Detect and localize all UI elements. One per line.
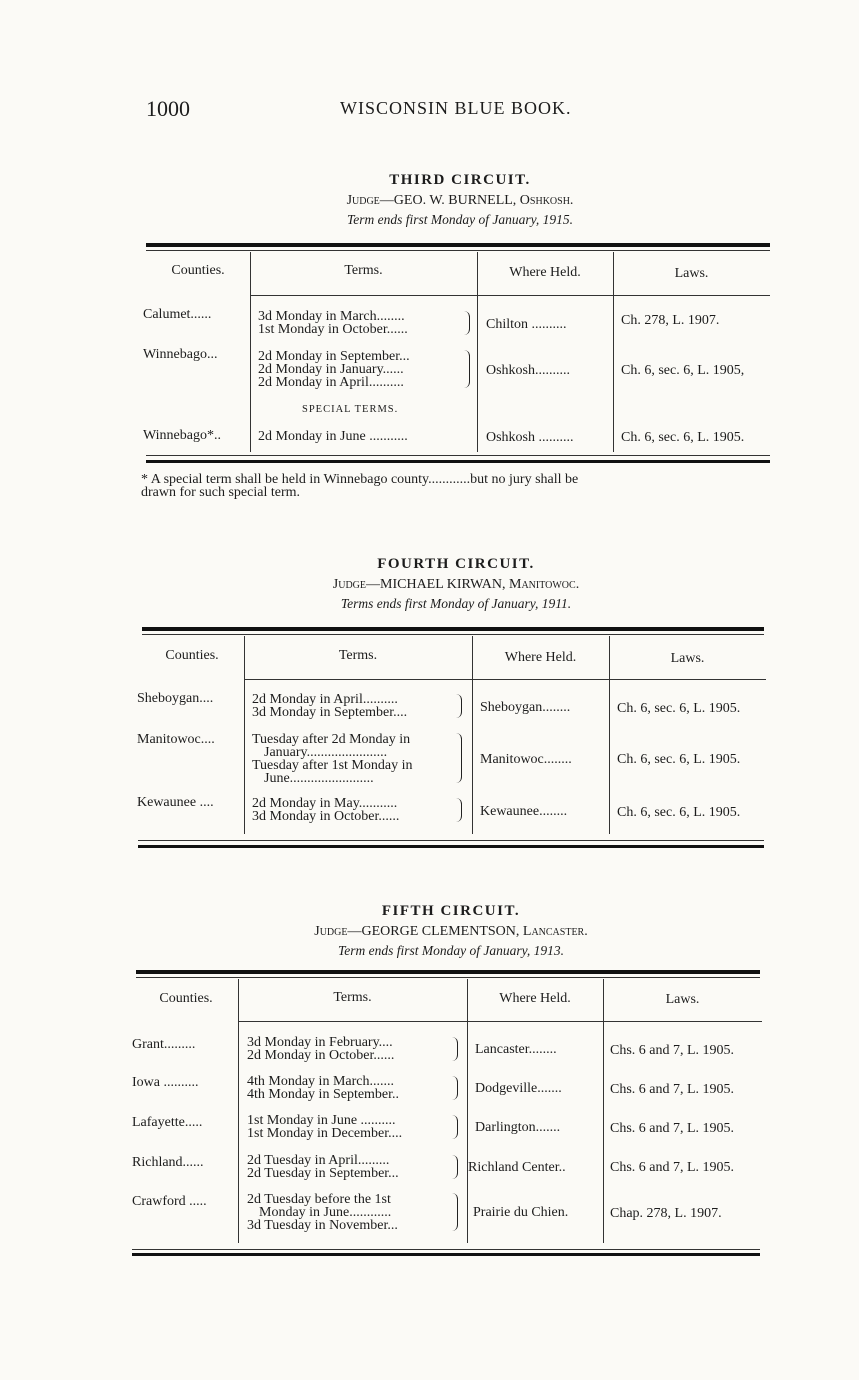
fifth-term-note: Term ends first Monday of January, 1913. — [338, 943, 564, 958]
where-cell: Oshkosh.......... — [486, 363, 571, 378]
fifth-judge-line — [141, 924, 761, 940]
where-cell: Richland Center.. — [468, 1160, 566, 1175]
terms-cell: 4th Monday in March....... 4th Monday in September.. — [247, 1074, 400, 1102]
laws-cell: Ch. 6, sec. 6, L. 1905, — [621, 363, 745, 378]
county-cell: Grant......... — [132, 1037, 196, 1052]
judge-place: Manitowoc. — [509, 577, 580, 592]
terms-cell: 3d Monday in February.... 2d Monday in October...... — [247, 1035, 395, 1063]
laws-cell: Chs. 6 and 7, L. 1905. — [610, 1121, 735, 1136]
header-laws: Laws. — [665, 992, 700, 1007]
judge-name: GEORGE CLEMENTSON, — [361, 924, 520, 939]
brace — [456, 798, 462, 822]
judge-name: GEO. W. BURNELL, — [393, 193, 517, 208]
laws-cell: Chs. 6 and 7, L. 1905. — [610, 1160, 735, 1175]
running-head: WISCONSIN BLUE BOOK. — [340, 98, 572, 118]
judge-place: Lancaster. — [522, 924, 588, 939]
footnote-line: * A special term shall be held in Winnebago county............but no jury shall be — [141, 472, 579, 487]
county-cell: Lafayette..... — [132, 1115, 203, 1130]
judge-prefix: Judge— — [332, 577, 381, 592]
county-cell: Winnebago... — [143, 347, 218, 362]
laws-cell: Ch. 278, L. 1907. — [621, 313, 720, 328]
third-circuit-heading — [150, 172, 770, 228]
header-counties: Counties. — [165, 648, 219, 663]
laws-cell: Ch. 6, sec. 6, L. 1905. — [617, 752, 741, 767]
county-cell: Iowa .......... — [132, 1075, 199, 1090]
where-cell: Kewaunee........ — [480, 804, 568, 819]
header-where-held: Where Held. — [499, 991, 571, 1006]
footnote-line: drawn for such special term. — [141, 485, 300, 500]
third-circuit-title: THIRD CIRCUIT. — [389, 172, 531, 188]
judge-prefix: Judge— — [346, 193, 394, 208]
terms-cell: Tuesday after 2d Monday in January....................... Tuesday after 1st Monday in June........................ — [252, 732, 413, 786]
fourth-judge-line — [146, 577, 766, 593]
laws-cell: Chs. 6 and 7, L. 1905. — [610, 1082, 735, 1097]
brace — [452, 1155, 458, 1179]
terms-cell: 1st Monday in June .......... 1st Monday in December.... — [247, 1113, 403, 1141]
brace — [452, 1115, 458, 1139]
header-terms: Terms. — [344, 263, 383, 278]
laws-cell: Ch. 6, sec. 6, L. 1905. — [617, 701, 741, 716]
county-cell: Crawford ..... — [132, 1194, 207, 1209]
terms-cell: 3d Monday in March........ 1st Monday in October...... — [258, 309, 408, 337]
terms-cell: 2d Tuesday before the 1st Monday in June............ 3d Tuesday in November... — [247, 1192, 398, 1233]
fifth-circuit-title: FIFTH CIRCUIT. — [381, 903, 521, 919]
special-terms-label: SPECIAL TERMS. — [302, 404, 399, 415]
fourth-term-note: Terms ends first Monday of January, 1911. — [340, 596, 572, 611]
brace — [456, 733, 462, 783]
laws-cell: Ch. 6, sec. 6, L. 1905. — [617, 805, 741, 820]
county-cell: Richland...... — [132, 1155, 204, 1170]
where-cell: Darlington....... — [475, 1120, 561, 1135]
where-cell: Chilton .......... — [486, 317, 567, 332]
terms-cell: 2d Monday in May........... 3d Monday in October...... — [252, 796, 400, 824]
county-cell: Manitowoc.... — [137, 732, 215, 747]
header-laws: Laws. — [674, 266, 709, 281]
third-term-note: Term ends first Monday of January, 1915. — [347, 212, 573, 227]
judge-name: MICHAEL KIRWAN, — [380, 577, 506, 592]
brace — [456, 694, 462, 718]
page-number: 1000 — [146, 96, 190, 121]
laws-cell: Chap. 278, L. 1907. — [610, 1206, 722, 1221]
where-cell: Sheboygan........ — [480, 700, 571, 715]
brace — [464, 311, 470, 335]
third-judge-line — [150, 193, 770, 209]
where-cell: Dodgeville....... — [475, 1081, 562, 1096]
terms-cell: 2d Monday in April.......... 3d Monday in September.... — [252, 692, 408, 720]
header-laws: Laws. — [670, 651, 705, 666]
fourth-circuit-title: FOURTH CIRCUIT. — [377, 556, 535, 572]
brace — [452, 1193, 458, 1231]
where-cell: Manitowoc........ — [480, 752, 572, 767]
county-cell: Kewaunee .... — [137, 795, 214, 810]
judge-place: Oshkosh. — [519, 193, 574, 208]
header-terms: Terms. — [333, 990, 372, 1005]
brace — [452, 1076, 458, 1100]
third-footnote — [141, 473, 578, 499]
fifth-circuit-heading — [141, 903, 761, 959]
where-cell: Lancaster........ — [475, 1042, 557, 1057]
terms-cell: 2d Monday in June ........... — [258, 429, 408, 444]
fourth-circuit-heading — [146, 556, 766, 612]
where-cell: Oshkosh .......... — [486, 430, 574, 445]
header-where-held: Where Held. — [504, 650, 577, 665]
terms-cell: 2d Monday in September... 2d Monday in January...... 2d Monday in April.......... — [258, 349, 410, 390]
laws-cell: Ch. 6, sec. 6, L. 1905. — [621, 430, 745, 445]
brace — [464, 350, 470, 388]
county-cell: Sheboygan.... — [137, 691, 214, 706]
laws-cell: Chs. 6 and 7, L. 1905. — [610, 1043, 735, 1058]
header-terms: Terms. — [338, 648, 378, 663]
judge-prefix: Judge— — [314, 924, 362, 939]
header-counties: Counties. — [171, 263, 225, 278]
terms-cell: 2d Tuesday in April......... 2d Tuesday in September... — [247, 1153, 399, 1181]
header-counties: Counties. — [159, 991, 213, 1006]
county-cell: Calumet...... — [143, 307, 212, 322]
brace — [452, 1037, 458, 1061]
where-cell: Prairie du Chien. — [473, 1205, 569, 1220]
county-cell: Winnebago*.. — [143, 428, 221, 443]
header-where-held: Where Held. — [509, 265, 581, 280]
